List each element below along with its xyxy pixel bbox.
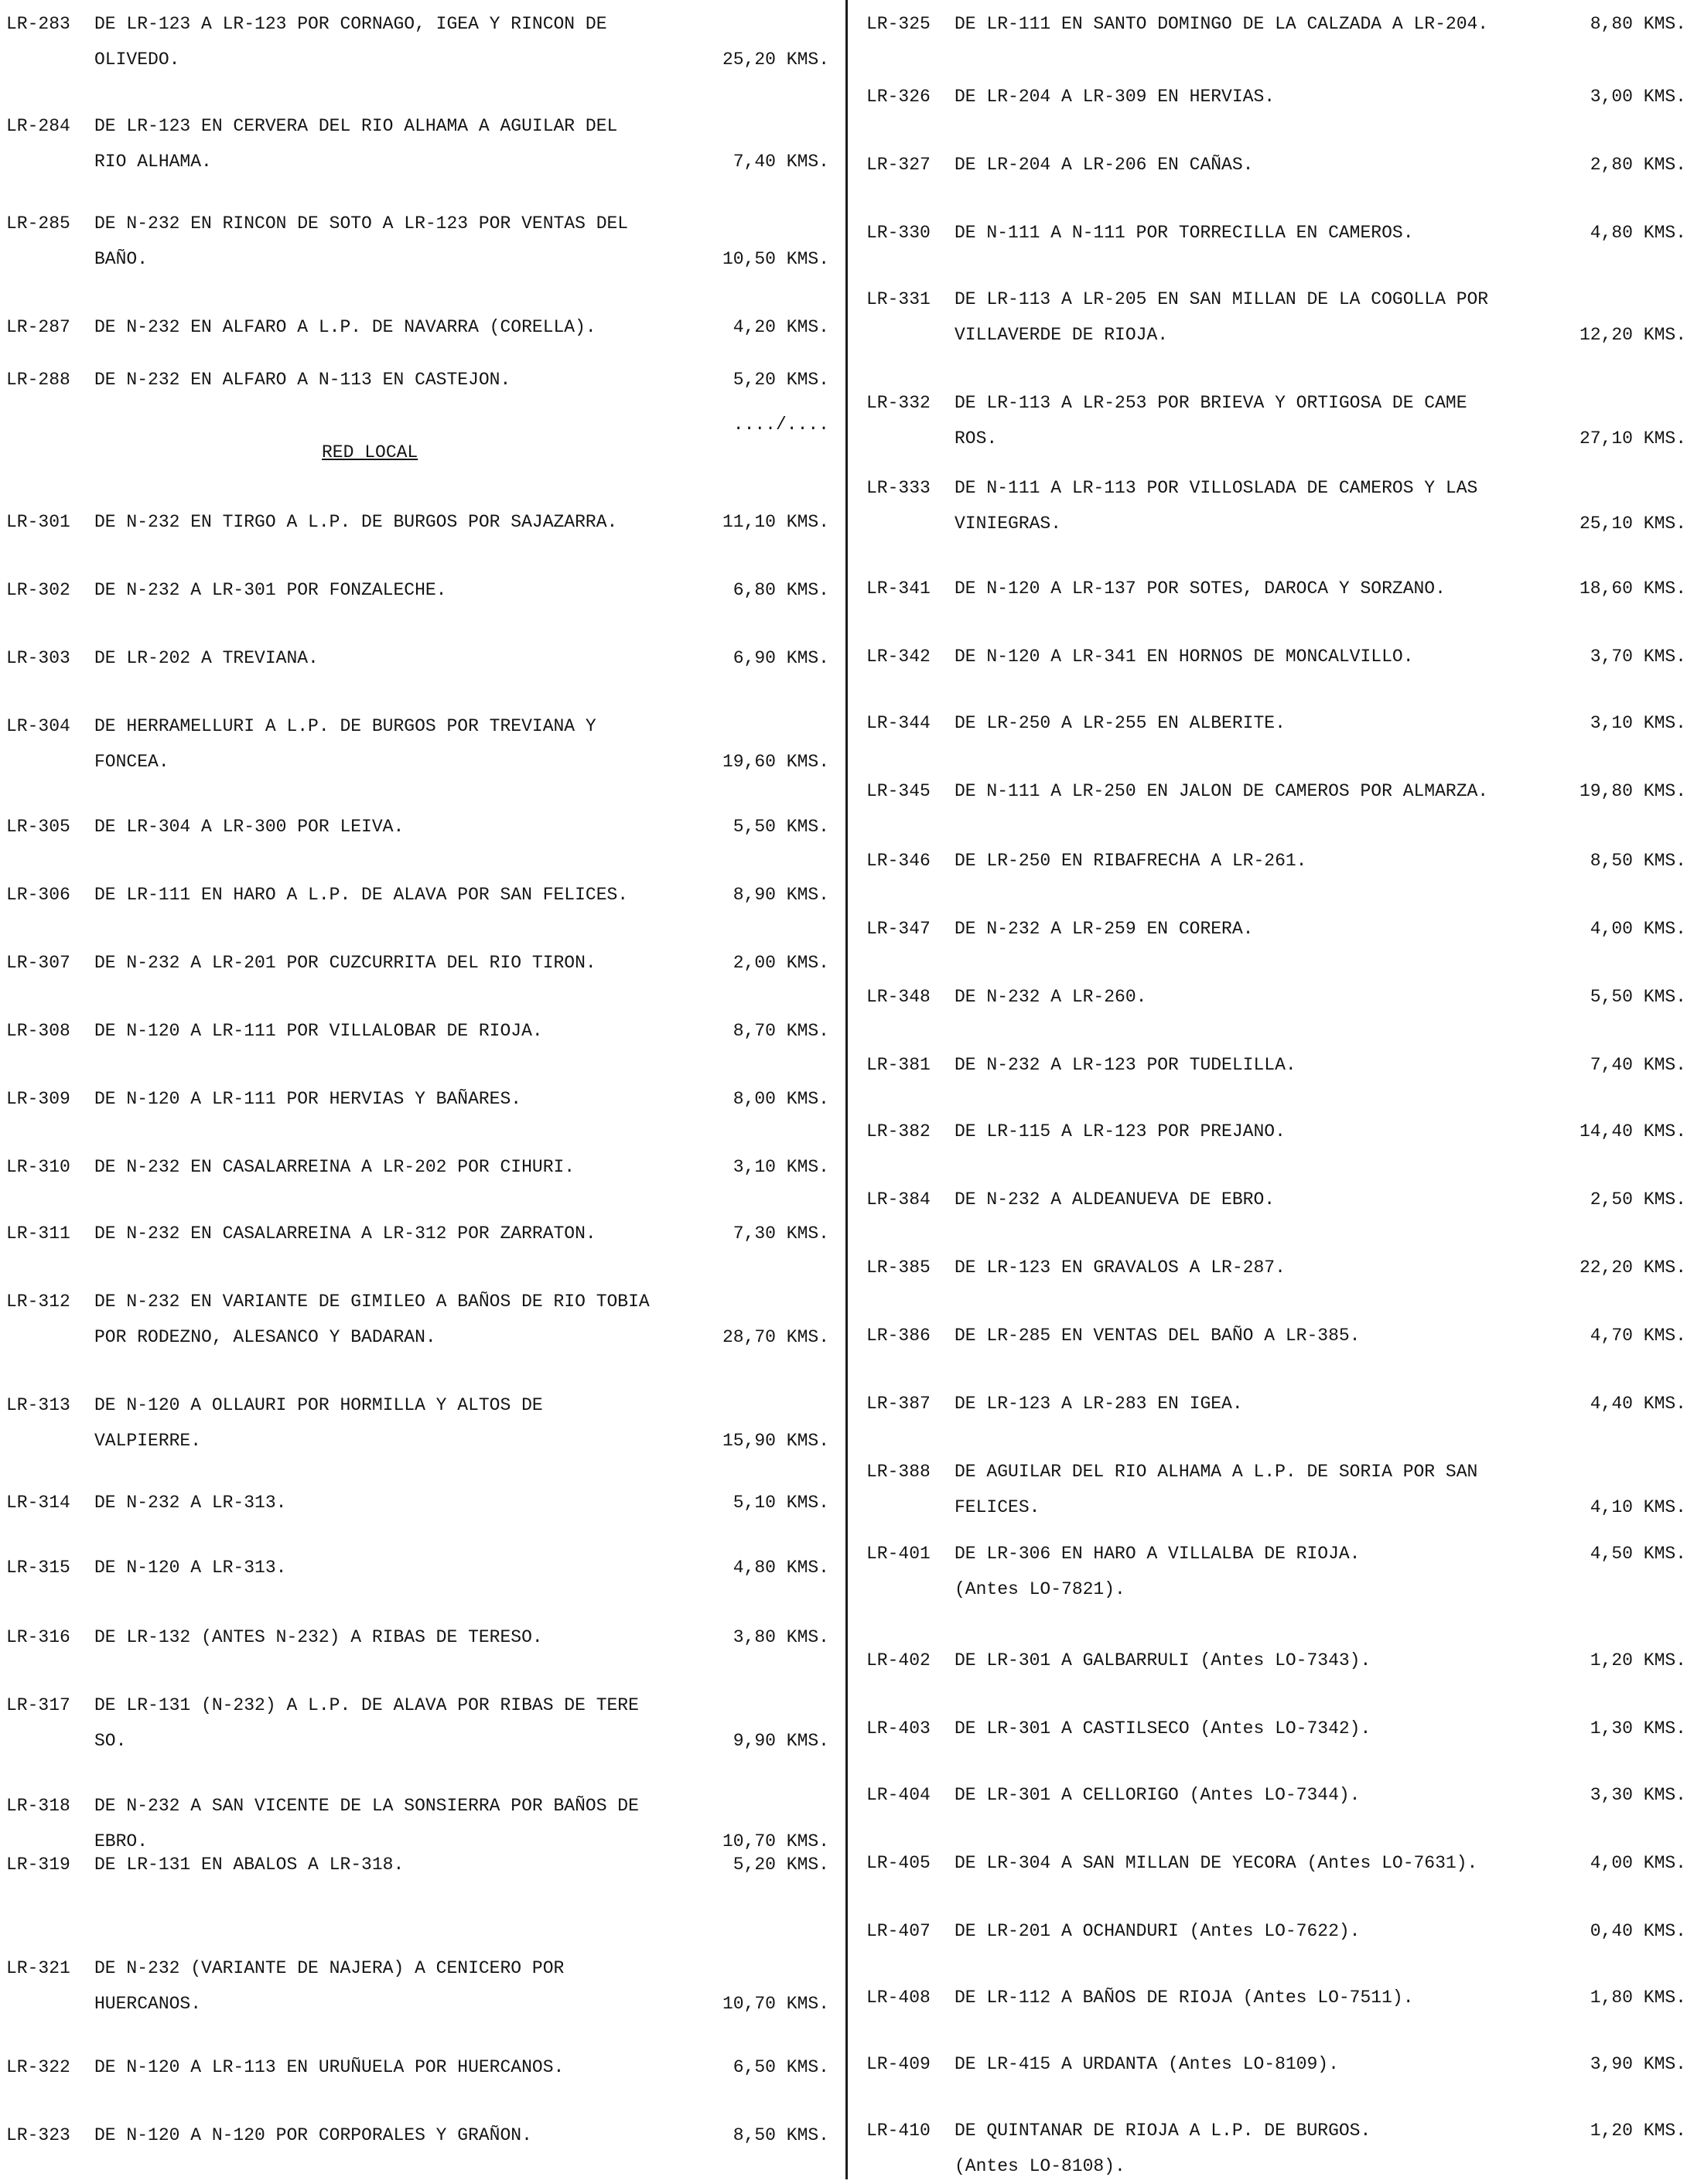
- description-line: DE N-232 EN CASALARREINA A LR-312 POR ZARRATON.: [94, 1223, 596, 1244]
- road-length: 12,20 KMS.: [1579, 325, 1686, 345]
- road-code: LR-386: [866, 1326, 931, 1346]
- road-length: 2,50 KMS.: [1590, 1189, 1686, 1210]
- description-line: EBRO.: [94, 1831, 149, 1851]
- description-line: DE N-120 A LR-341 EN HORNOS DE MONCALVILLO.: [955, 647, 1414, 667]
- road-description: [94, 1847, 690, 1882]
- road-code: LR-322: [6, 2057, 70, 2077]
- road-length: 1,80 KMS.: [1590, 1988, 1686, 2008]
- road-description: [955, 1777, 1550, 1813]
- road-code: LR-310: [6, 1157, 70, 1177]
- road-code: LR-408: [866, 1988, 931, 2008]
- road-code: LR-308: [6, 1021, 70, 1041]
- road-description: [955, 2046, 1550, 2082]
- continuation-mark: ..../....: [733, 415, 829, 435]
- description-line: FONCEA.: [94, 752, 169, 772]
- road-description: [955, 979, 1550, 1015]
- road-description: [955, 1318, 1550, 1353]
- road-length: 25,20 KMS.: [722, 49, 829, 70]
- description-line: DE LR-301 A CASTILSECO (Antes LO-7342).: [955, 1718, 1371, 1739]
- road-description: [94, 1284, 690, 1355]
- description-line: DE N-232 EN RINCON DE SOTO A LR-123 POR VENTAS DEL: [94, 213, 629, 234]
- description-line: DE N-120 A OLLAURI POR HORMILLA Y ALTOS DE: [94, 1395, 543, 1415]
- description-line: BAÑO.: [94, 249, 149, 269]
- description-line: DE N-232 A SAN VICENTE DE LA SONSIERRA POR BAÑOS DE: [94, 1796, 639, 1816]
- road-description: [94, 1950, 690, 2022]
- road-length: 8,80 KMS.: [1590, 14, 1686, 34]
- road-code: LR-387: [866, 1394, 931, 1414]
- road-description: [955, 385, 1550, 456]
- road-description: [94, 572, 690, 608]
- road-code: LR-327: [866, 155, 931, 175]
- description-line: DE N-232 (VARIANTE DE NAJERA) A CENICERO POR: [94, 1958, 565, 1978]
- description-line: DE LR-301 A CELLORIGO (Antes LO-7344).: [955, 1785, 1361, 1805]
- road-description: [955, 1643, 1550, 1678]
- road-code: LR-325: [866, 14, 931, 34]
- road-description: [94, 708, 690, 780]
- road-length: 4,00 KMS.: [1590, 919, 1686, 939]
- road-description: [955, 1536, 1550, 1607]
- road-description: [94, 1216, 690, 1251]
- description-line: ROS.: [955, 428, 998, 449]
- description-line: DE LR-132 (ANTES N-232) A RIBAS DE TERESO.: [94, 1627, 543, 1647]
- description-line: DE N-232 A LR-123 POR TUDELILLA.: [955, 1055, 1296, 1075]
- road-description: [94, 6, 690, 77]
- road-description: [94, 809, 690, 845]
- road-length: 14,40 KMS.: [1579, 1121, 1686, 1141]
- description-line: DE LR-113 A LR-205 EN SAN MILLAN DE LA COGOLLA POR: [955, 289, 1489, 309]
- road-length: 19,80 KMS.: [1579, 781, 1686, 801]
- road-code: LR-331: [866, 289, 931, 309]
- road-code: LR-307: [6, 953, 70, 973]
- road-description: [955, 282, 1550, 353]
- road-length: 11,10 KMS.: [722, 512, 829, 532]
- road-length: 3,80 KMS.: [733, 1627, 829, 1647]
- road-description: [955, 1114, 1550, 1149]
- road-length: 15,90 KMS.: [722, 1431, 829, 1451]
- column-divider: [845, 0, 848, 2179]
- road-description: [955, 1250, 1550, 1285]
- road-code: LR-401: [866, 1544, 931, 1564]
- road-length: 6,90 KMS.: [733, 648, 829, 668]
- description-line: VILLAVERDE DE RIOJA.: [955, 325, 1169, 345]
- road-code: LR-303: [6, 648, 70, 668]
- road-description: [955, 1386, 1550, 1421]
- description-line: RIO ALHAMA.: [94, 152, 212, 172]
- road-description: [94, 1550, 690, 1585]
- road-description: [94, 1081, 690, 1117]
- road-code: LR-382: [866, 1121, 931, 1141]
- road-description: [94, 640, 690, 676]
- road-length: 27,10 KMS.: [1579, 428, 1686, 449]
- road-code: LR-404: [866, 1785, 931, 1805]
- road-description: [955, 147, 1550, 183]
- road-length: 4,80 KMS.: [1590, 223, 1686, 243]
- road-description: [94, 1619, 690, 1655]
- description-line: DE LR-285 EN VENTAS DEL BAÑO A LR-385.: [955, 1326, 1361, 1346]
- description-line: HUERCANOS.: [94, 1994, 202, 2014]
- description-line: DE LR-123 A LR-283 EN IGEA.: [955, 1394, 1243, 1414]
- road-description: [955, 1845, 1550, 1881]
- road-length: 25,10 KMS.: [1579, 514, 1686, 534]
- road-length: 10,70 KMS.: [722, 1831, 829, 1851]
- road-code: LR-342: [866, 647, 931, 667]
- road-length: 4,00 KMS.: [1590, 1853, 1686, 1873]
- road-length: 3,90 KMS.: [1590, 2054, 1686, 2074]
- road-code: LR-285: [6, 213, 70, 234]
- description-line: DE N-111 A N-111 POR TORRECILLA EN CAMEROS.: [955, 223, 1414, 243]
- road-code: LR-288: [6, 370, 70, 390]
- road-code: LR-284: [6, 116, 70, 136]
- road-length: 9,90 KMS.: [733, 1731, 829, 1751]
- road-code: LR-315: [6, 1558, 70, 1578]
- road-length: 4,70 KMS.: [1590, 1326, 1686, 1346]
- road-description: [94, 362, 690, 398]
- road-description: [94, 108, 690, 179]
- road-description: [94, 1387, 690, 1459]
- road-code: LR-333: [866, 478, 931, 498]
- road-length: 2,80 KMS.: [1590, 155, 1686, 175]
- description-line: DE N-120 A N-120 POR CORPORALES Y GRAÑON.: [94, 2125, 532, 2145]
- description-line: DE LR-115 A LR-123 POR PREJANO.: [955, 1121, 1286, 1141]
- description-line: DE N-232 EN ALFARO A N-113 EN CASTEJON.: [94, 370, 511, 390]
- road-description: [955, 6, 1550, 42]
- description-line: SO.: [94, 1731, 127, 1751]
- road-length: 18,60 KMS.: [1579, 578, 1686, 599]
- road-description: [955, 571, 1550, 606]
- road-description: [94, 945, 690, 981]
- road-length: 5,50 KMS.: [733, 817, 829, 837]
- description-line: DE LR-123 A LR-123 POR CORNAGO, IGEA Y RINCON DE: [94, 14, 607, 34]
- road-description: [94, 2117, 690, 2153]
- description-line: DE LR-250 A LR-255 EN ALBERITE.: [955, 713, 1286, 733]
- road-code: LR-317: [6, 1695, 70, 1715]
- description-line: DE N-120 A LR-111 POR VILLALOBAR DE RIOJA.: [94, 1021, 543, 1041]
- description-line: (Antes LO-7821).: [955, 1579, 1125, 1599]
- road-length: 8,00 KMS.: [733, 1089, 829, 1109]
- description-line: POR RODEZNO, ALESANCO Y BADARAN.: [94, 1327, 436, 1347]
- road-code: LR-402: [866, 1650, 931, 1670]
- road-length: 5,50 KMS.: [1590, 987, 1686, 1007]
- road-length: 28,70 KMS.: [722, 1327, 829, 1347]
- description-line: DE LR-111 EN HARO A L.P. DE ALAVA POR SAN FELICES.: [94, 885, 629, 905]
- road-length: 4,40 KMS.: [1590, 1394, 1686, 1414]
- description-line: (Antes LO-8108).: [955, 2156, 1125, 2176]
- road-code: LR-301: [6, 512, 70, 532]
- road-code: LR-405: [866, 1853, 931, 1873]
- road-length: 3,70 KMS.: [1590, 647, 1686, 667]
- road-code: LR-283: [6, 14, 70, 34]
- description-line: DE N-232 A LR-313.: [94, 1493, 287, 1513]
- road-description: [955, 2113, 1550, 2184]
- road-description: [955, 215, 1550, 251]
- road-length: 8,90 KMS.: [733, 885, 829, 905]
- road-length: 5,20 KMS.: [733, 370, 829, 390]
- road-code: LR-323: [6, 2125, 70, 2145]
- road-length: 10,50 KMS.: [722, 249, 829, 269]
- description-line: DE LR-204 A LR-309 EN HERVIAS.: [955, 87, 1276, 107]
- road-description: [94, 1687, 690, 1759]
- description-line: DE LR-304 A SAN MILLAN DE YECORA (Antes LO-7631).: [955, 1853, 1478, 1873]
- road-length: 7,40 KMS.: [1590, 1055, 1686, 1075]
- road-length: 3,10 KMS.: [733, 1157, 829, 1177]
- road-code: LR-314: [6, 1493, 70, 1513]
- road-code: LR-332: [866, 393, 931, 413]
- road-description: [955, 911, 1550, 947]
- road-length: 19,60 KMS.: [722, 752, 829, 772]
- description-line: DE LR-250 EN RIBAFRECHA A LR-261.: [955, 851, 1307, 871]
- road-code: LR-302: [6, 580, 70, 600]
- description-line: FELICES.: [955, 1497, 1040, 1517]
- road-description: [955, 1711, 1550, 1746]
- description-line: DE N-232 A LR-301 POR FONZALECHE.: [94, 580, 447, 600]
- description-line: DE LR-111 EN SANTO DOMINGO DE LA CALZADA A LR-204.: [955, 14, 1489, 34]
- description-line: DE QUINTANAR DE RIOJA A L.P. DE BURGOS.: [955, 2121, 1371, 2141]
- description-line: DE LR-113 A LR-253 POR BRIEVA Y ORTIGOSA DE CAME: [955, 393, 1467, 413]
- road-length: 6,50 KMS.: [733, 2057, 829, 2077]
- description-line: DE LR-123 EN CERVERA DEL RIO ALHAMA A AGUILAR DEL: [94, 116, 618, 136]
- road-code: LR-312: [6, 1292, 70, 1312]
- description-line: DE N-120 A LR-137 POR SOTES, DAROCA Y SORZANO.: [955, 578, 1446, 599]
- description-line: DE LR-123 EN GRAVALOS A LR-287.: [955, 1258, 1286, 1278]
- description-line: DE N-120 A LR-111 POR HERVIAS Y BAÑARES.: [94, 1089, 522, 1109]
- description-line: DE N-232 EN ALFARO A L.P. DE NAVARRA (CORELLA).: [94, 317, 596, 337]
- road-description: [955, 1454, 1550, 1525]
- description-line: DE LR-131 EN ABALOS A LR-318.: [94, 1855, 405, 1875]
- road-description: [955, 705, 1550, 741]
- description-line: DE N-232 EN VARIANTE DE GIMILEO A BAÑOS DE RIO TOBIA: [94, 1292, 650, 1312]
- road-length: 6,80 KMS.: [733, 580, 829, 600]
- road-description: [955, 773, 1550, 809]
- road-code: LR-319: [6, 1855, 70, 1875]
- road-code: LR-407: [866, 1921, 931, 1941]
- road-length: 3,30 KMS.: [1590, 1785, 1686, 1805]
- description-line: DE LR-415 A URDANTA (Antes LO-8109).: [955, 2054, 1339, 2074]
- road-code: LR-385: [866, 1258, 931, 1278]
- section-heading: RED LOCAL: [322, 442, 418, 462]
- road-code: LR-318: [6, 1796, 70, 1816]
- road-description: [955, 79, 1550, 114]
- road-code: LR-348: [866, 987, 931, 1007]
- road-code: LR-384: [866, 1189, 931, 1210]
- description-line: DE N-120 A LR-313.: [94, 1558, 287, 1578]
- road-code: LR-321: [6, 1958, 70, 1978]
- road-length: 8,70 KMS.: [733, 1021, 829, 1041]
- road-length: 5,10 KMS.: [733, 1493, 829, 1513]
- road-description: [94, 1485, 690, 1520]
- description-line: DE N-120 A LR-113 EN URUÑUELA POR HUERCANOS.: [94, 2057, 565, 2077]
- road-description: [955, 1182, 1550, 1217]
- description-line: DE N-111 A LR-250 EN JALON DE CAMEROS POR ALMARZA.: [955, 781, 1489, 801]
- description-line: DE N-232 EN CASALARREINA A LR-202 POR CIHURI.: [94, 1157, 575, 1177]
- road-code: LR-326: [866, 87, 931, 107]
- road-length: 4,20 KMS.: [733, 317, 829, 337]
- road-description: [955, 1980, 1550, 2015]
- road-code: LR-287: [6, 317, 70, 337]
- road-code: LR-347: [866, 919, 931, 939]
- road-code: LR-341: [866, 578, 931, 599]
- description-line: DE LR-131 (N-232) A L.P. DE ALAVA POR RIBAS DE TERE: [94, 1695, 639, 1715]
- road-description: [94, 1013, 690, 1049]
- road-length: 5,20 KMS.: [733, 1855, 829, 1875]
- road-length: 7,40 KMS.: [733, 152, 829, 172]
- road-description: [955, 639, 1550, 674]
- road-description: [955, 1047, 1550, 1083]
- road-length: 8,50 KMS.: [1590, 851, 1686, 871]
- description-line: VALPIERRE.: [94, 1431, 202, 1451]
- road-description: [94, 309, 690, 345]
- description-line: DE HERRAMELLURI A L.P. DE BURGOS POR TREVIANA Y: [94, 716, 596, 736]
- road-description: [94, 877, 690, 913]
- description-line: DE LR-301 A GALBARRULI (Antes LO-7343).: [955, 1650, 1371, 1670]
- description-line: DE N-232 A LR-201 POR CUZCURRITA DEL RIO TIRON.: [94, 953, 596, 973]
- road-description: [955, 843, 1550, 879]
- description-line: DE N-232 A ALDEANUEVA DE EBRO.: [955, 1189, 1276, 1210]
- description-line: DE LR-112 A BAÑOS DE RIOJA (Antes LO-7511).: [955, 1988, 1414, 2008]
- road-length: 3,00 KMS.: [1590, 87, 1686, 107]
- road-length: 22,20 KMS.: [1579, 1258, 1686, 1278]
- road-length: 1,30 KMS.: [1590, 1718, 1686, 1739]
- road-code: LR-381: [866, 1055, 931, 1075]
- road-code: LR-311: [6, 1223, 70, 1244]
- description-line: DE N-232 EN TIRGO A L.P. DE BURGOS POR SAJAZARRA.: [94, 512, 618, 532]
- road-code: LR-309: [6, 1089, 70, 1109]
- road-length: 1,20 KMS.: [1590, 2121, 1686, 2141]
- road-code: LR-306: [6, 885, 70, 905]
- description-line: DE LR-306 EN HARO A VILLALBA DE RIOJA.: [955, 1544, 1361, 1564]
- road-code: LR-344: [866, 713, 931, 733]
- description-line: DE N-232 A LR-259 EN CORERA.: [955, 919, 1254, 939]
- road-length: 7,30 KMS.: [733, 1223, 829, 1244]
- road-description: [94, 2049, 690, 2085]
- road-length: 4,80 KMS.: [733, 1558, 829, 1578]
- road-description: [955, 1913, 1550, 1949]
- road-code: LR-330: [866, 223, 931, 243]
- road-code: LR-345: [866, 781, 931, 801]
- description-line: VINIEGRAS.: [955, 514, 1062, 534]
- road-length: 3,10 KMS.: [1590, 713, 1686, 733]
- description-line: DE AGUILAR DEL RIO ALHAMA A L.P. DE SORIA POR SAN: [955, 1462, 1478, 1482]
- road-code: LR-409: [866, 2054, 931, 2074]
- description-line: DE N-232 A LR-260.: [955, 987, 1147, 1007]
- road-code: LR-316: [6, 1627, 70, 1647]
- road-code: LR-410: [866, 2121, 931, 2141]
- road-length: 2,00 KMS.: [733, 953, 829, 973]
- road-code: LR-313: [6, 1395, 70, 1415]
- description-line: OLIVEDO.: [94, 49, 180, 70]
- road-length: 1,20 KMS.: [1590, 1650, 1686, 1670]
- road-code: LR-403: [866, 1718, 931, 1739]
- road-length: 0,40 KMS.: [1590, 1921, 1686, 1941]
- road-description: [94, 1149, 690, 1185]
- road-code: LR-304: [6, 716, 70, 736]
- description-line: DE N-111 A LR-113 POR VILLOSLADA DE CAMEROS Y LAS: [955, 478, 1478, 498]
- road-length: 4,50 KMS.: [1590, 1544, 1686, 1564]
- road-code: LR-305: [6, 817, 70, 837]
- road-length: 8,50 KMS.: [733, 2125, 829, 2145]
- road-description: [955, 470, 1550, 541]
- road-description: [94, 504, 690, 540]
- description-line: DE LR-304 A LR-300 POR LEIVA.: [94, 817, 405, 837]
- road-code: LR-346: [866, 851, 931, 871]
- description-line: DE LR-204 A LR-206 EN CAÑAS.: [955, 155, 1254, 175]
- road-length: 4,10 KMS.: [1590, 1497, 1686, 1517]
- road-code: LR-388: [866, 1462, 931, 1482]
- road-description: [94, 206, 690, 277]
- description-line: DE LR-202 A TREVIANA.: [94, 648, 319, 668]
- description-line: DE LR-201 A OCHANDURI (Antes LO-7622).: [955, 1921, 1361, 1941]
- road-length: 10,70 KMS.: [722, 1994, 829, 2014]
